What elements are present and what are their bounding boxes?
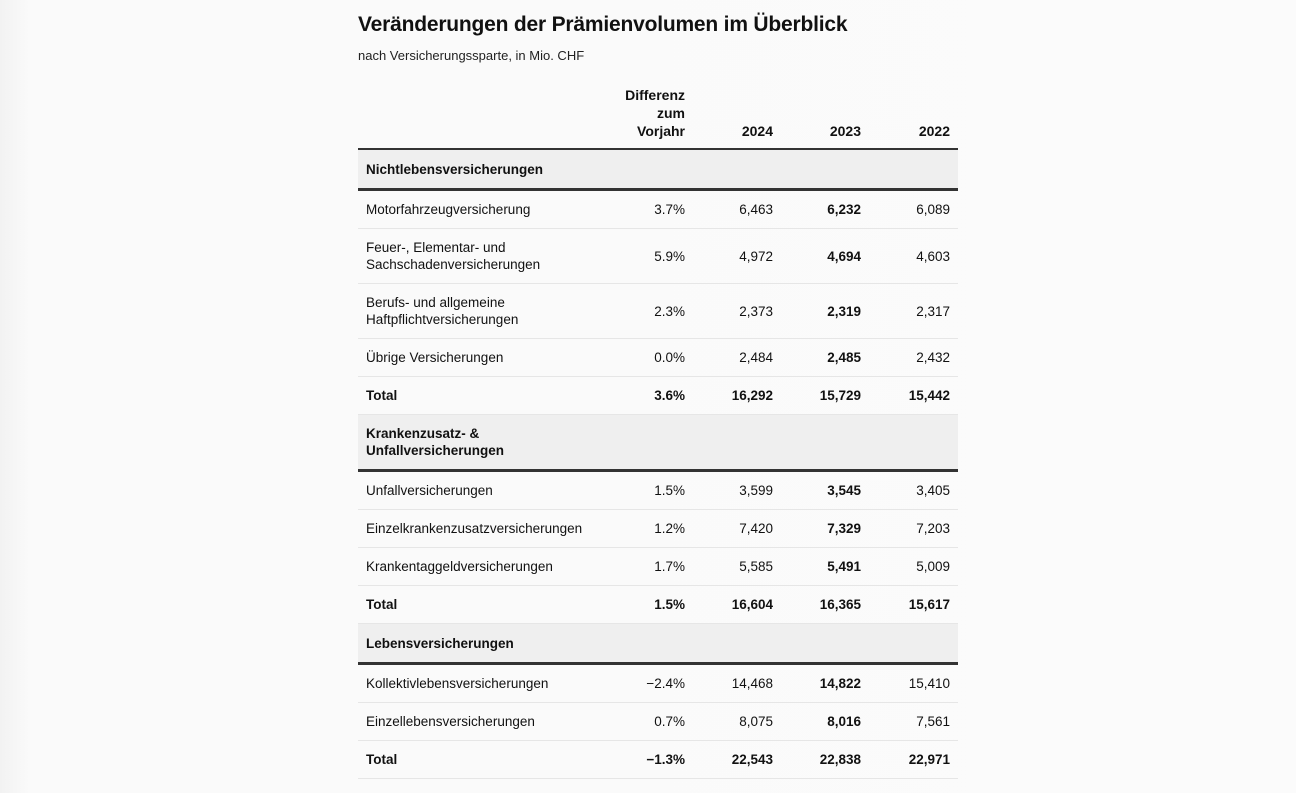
row-diff: 5.9% <box>601 229 693 284</box>
row-diff: 1.7% <box>601 548 693 586</box>
row-label: Übrige Versicherungen <box>358 339 601 377</box>
total-2023: 22,838 <box>781 741 869 779</box>
row-label: Feuer-, Elementar- und Sachschadenversicherungen <box>358 229 601 284</box>
row-2023: 4,694 <box>781 229 869 284</box>
row-label: Krankentaggeldversicherungen <box>358 548 601 586</box>
total-2022: 15,442 <box>869 377 958 415</box>
table-row <box>358 548 958 586</box>
row-label: Motorfahrzeugversicherung <box>358 190 601 229</box>
row-2024: 14,468 <box>693 664 781 703</box>
section-row <box>358 624 958 664</box>
row-2023: 8,016 <box>781 703 869 741</box>
row-label: Unfallversicherungen <box>358 471 601 510</box>
total-row <box>358 741 958 779</box>
row-diff: 1.2% <box>601 510 693 548</box>
table-container <box>358 0 958 779</box>
total-2024: 16,292 <box>693 377 781 415</box>
section-row <box>358 149 958 190</box>
total-row <box>358 377 958 415</box>
table-row <box>358 703 958 741</box>
premium-table <box>358 86 958 779</box>
row-label: Einzelkrankenzusatzversicherungen <box>358 510 601 548</box>
section-title: Nichtlebensversicherungen <box>358 149 958 190</box>
row-2022: 3,405 <box>869 471 958 510</box>
row-2024: 5,585 <box>693 548 781 586</box>
row-2022: 7,203 <box>869 510 958 548</box>
row-label: Einzellebensversicherungen <box>358 703 601 741</box>
row-2023: 6,232 <box>781 190 869 229</box>
section-row <box>358 415 958 471</box>
row-2024: 8,075 <box>693 703 781 741</box>
row-diff: 1.5% <box>601 471 693 510</box>
row-2024: 7,420 <box>693 510 781 548</box>
row-diff: 3.7% <box>601 190 693 229</box>
table-row <box>358 664 958 703</box>
row-2024: 2,373 <box>693 284 781 339</box>
table-row <box>358 229 958 284</box>
total-2024: 16,604 <box>693 586 781 624</box>
total-diff: −1.3% <box>601 741 693 779</box>
total-label: Total <box>358 741 601 779</box>
total-label: Total <box>358 586 601 624</box>
total-diff: 1.5% <box>601 586 693 624</box>
row-2022: 15,410 <box>869 664 958 703</box>
row-2024: 6,463 <box>693 190 781 229</box>
table-row <box>358 190 958 229</box>
table-row <box>358 339 958 377</box>
header-diff-line: Differenz <box>625 87 685 103</box>
row-label: Kollektivlebensversicherungen <box>358 664 601 703</box>
row-2022: 6,089 <box>869 190 958 229</box>
total-diff: 3.6% <box>601 377 693 415</box>
row-2022: 7,561 <box>869 703 958 741</box>
table-row <box>358 471 958 510</box>
section-title: Lebensversicherungen <box>358 624 958 664</box>
row-2023: 5,491 <box>781 548 869 586</box>
row-2023: 2,319 <box>781 284 869 339</box>
header-2024: 2024 <box>693 86 781 149</box>
header-row <box>358 86 958 149</box>
total-2023: 15,729 <box>781 377 869 415</box>
total-row <box>358 586 958 624</box>
row-2023: 2,485 <box>781 339 869 377</box>
header-diff <box>601 86 693 149</box>
row-2023: 7,329 <box>781 510 869 548</box>
row-2022: 2,317 <box>869 284 958 339</box>
header-label <box>358 86 601 149</box>
row-2024: 3,599 <box>693 471 781 510</box>
row-diff: −2.4% <box>601 664 693 703</box>
row-diff: 0.0% <box>601 339 693 377</box>
header-diff-line: zum <box>657 105 685 121</box>
total-2023: 16,365 <box>781 586 869 624</box>
total-2022: 15,617 <box>869 586 958 624</box>
total-2022: 22,971 <box>869 741 958 779</box>
page-title: Veränderungen der Prämienvolumen im Überblick <box>358 13 848 36</box>
row-2023: 3,545 <box>781 471 869 510</box>
header-diff-line: Vorjahr <box>637 123 685 139</box>
section-title <box>358 415 958 471</box>
row-label: Berufs- und allgemeine Haftpflichtversicherungen <box>358 284 601 339</box>
table-row <box>358 510 958 548</box>
row-diff: 0.7% <box>601 703 693 741</box>
row-2023: 14,822 <box>781 664 869 703</box>
page-subtitle: nach Versicherungssparte, in Mio. CHF <box>358 48 585 63</box>
row-2024: 4,972 <box>693 229 781 284</box>
total-label: Total <box>358 377 601 415</box>
header-2023: 2023 <box>781 86 869 149</box>
row-2024: 2,484 <box>693 339 781 377</box>
row-2022: 5,009 <box>869 548 958 586</box>
section-title-text: Krankenzusatz- & Unfallversicherungen <box>366 426 505 458</box>
row-diff: 2.3% <box>601 284 693 339</box>
table-row <box>358 284 958 339</box>
header-2022: 2022 <box>869 86 958 149</box>
total-2024: 22,543 <box>693 741 781 779</box>
row-2022: 4,603 <box>869 229 958 284</box>
row-2022: 2,432 <box>869 339 958 377</box>
